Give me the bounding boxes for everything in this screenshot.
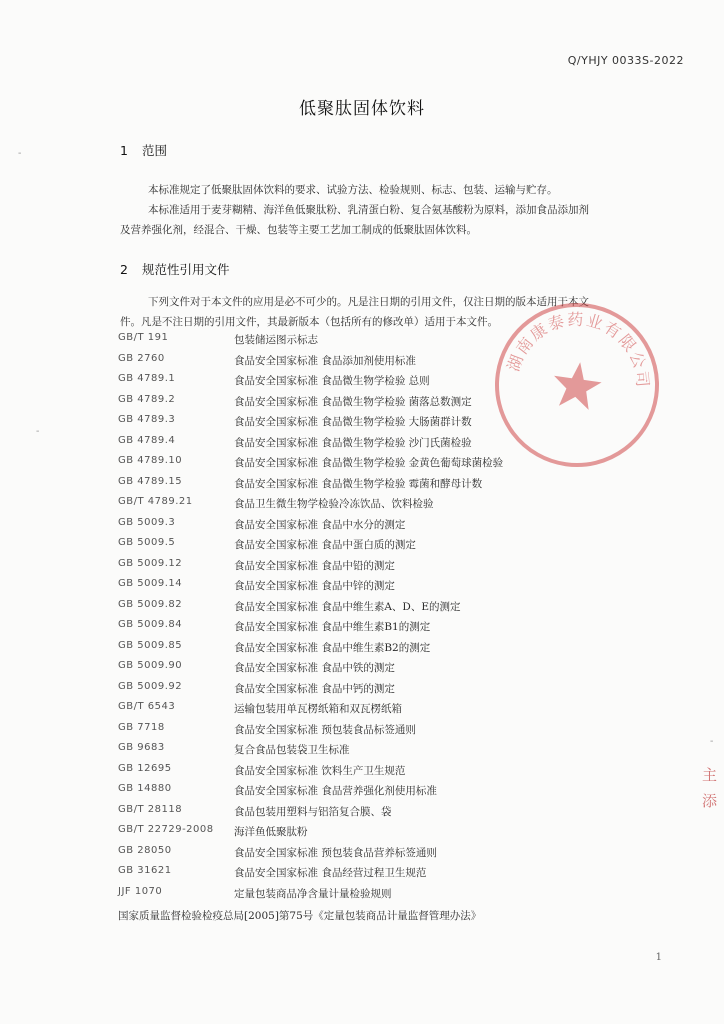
reference-code: GB 5009.90 (118, 660, 183, 671)
section-1-number: 1 (120, 143, 128, 158)
reference-title: 食品安全国家标准 食品中铅的测定 (234, 559, 395, 572)
document-code: Q/YHJY 0033S-2022 (567, 54, 684, 67)
company-seal (481, 289, 673, 481)
reference-row (118, 660, 638, 681)
reference-title: 食品安全国家标准 食品经营过程卫生规范 (234, 867, 427, 879)
reference-row (118, 599, 638, 620)
reference-title: 食品安全国家标准 食品中钙的测定 (234, 682, 395, 695)
reference-code: GB 4789.4 (118, 434, 176, 446)
reference-row (118, 742, 638, 763)
section-2-intro-line-2: 件。凡是不注日期的引用文件，其最新版本（包括所有的修改单）适用于本文件。 (120, 316, 498, 328)
section-1-title: 范围 (142, 143, 168, 158)
reference-row (118, 701, 638, 722)
reference-code: GB 4789.3 (118, 414, 176, 425)
reference-code: GB 5009.84 (118, 619, 183, 630)
scan-mark: - (18, 148, 22, 159)
reference-code: GB 4789.1 (118, 373, 176, 384)
reference-row (118, 517, 638, 538)
regulation-reference: 国家质量监督检验检疫总局[2005]第75号《定量包装商品计量监督管理办法》 (118, 910, 482, 922)
reference-row (118, 763, 638, 784)
reference-code: GB 5009.92 (118, 680, 183, 692)
section-1-paragraph-2-line-1: 本标准适用于麦芽糊精、海洋鱼低聚肽粉、乳清蛋白粉、复合氨基酸粉为原料，添加食品添加剂 (148, 204, 589, 216)
reference-row (118, 476, 638, 497)
section-2-heading (120, 260, 230, 278)
reference-code: GB 7718 (118, 721, 165, 733)
reference-title: 食品安全国家标准 预包装食品营养标签通则 (234, 846, 437, 859)
reference-title: 食品卫生微生物学检验冷冻饮品、饮料检验 (234, 498, 434, 510)
reference-code: GB 5009.82 (118, 598, 183, 610)
reference-code: GB 31621 (118, 865, 172, 876)
reference-title: 食品安全国家标准 食品中铁的测定 (234, 662, 395, 674)
reference-code: GB 12695 (118, 762, 172, 774)
reference-title: 食品安全国家标准 饮料生产卫生规范 (234, 764, 406, 777)
scan-mark: - (36, 426, 40, 437)
reference-row (118, 722, 638, 743)
reference-code: GB 4789.10 (118, 455, 183, 466)
reference-title: 食品安全国家标准 食品营养强化剂使用标准 (234, 785, 437, 797)
reference-code: GB/T 6543 (118, 701, 176, 712)
reference-title: 食品安全国家标准 食品微生物学检验 总则 (234, 375, 430, 387)
reference-row (118, 619, 638, 640)
seal-text: 湖南康泰药业有限公司 (503, 309, 653, 390)
reference-code: GB 5009.12 (118, 557, 183, 569)
reference-code: GB/T 4789.21 (118, 496, 193, 507)
section-1-paragraph-2-line-2: 及营养强化剂，经混合、干燥、包装等主要工艺加工制成的低聚肽固体饮料。 (120, 224, 477, 236)
scan-mark: - (710, 736, 714, 747)
reference-row (118, 865, 638, 886)
reference-title: 食品安全国家标准 食品微生物学检验 金黄色葡萄球菌检验 (234, 457, 504, 469)
reference-title: 食品安全国家标准 食品微生物学检验 霉菌和酵母计数 (234, 477, 483, 490)
reference-code: GB 28050 (118, 844, 172, 856)
reference-row (118, 886, 638, 907)
reference-title: 食品安全国家标准 食品中锌的测定 (234, 580, 395, 592)
reference-title: 食品安全国家标准 食品中水分的测定 (234, 518, 406, 531)
reference-title: 食品包装用塑料与铝箔复合膜、袋 (234, 805, 392, 818)
reference-code: GB 5009.85 (118, 639, 183, 651)
page-title: 低聚肽固体饮料 (299, 99, 425, 119)
reference-title: 食品安全国家标准 食品微生物学检验 菌落总数测定 (234, 395, 472, 408)
reference-title: 食品安全国家标准 食品中维生素A、D、E的测定 (234, 600, 461, 613)
reference-title: 食品安全国家标准 食品中维生素B2的测定 (234, 641, 431, 654)
reference-row (118, 681, 638, 702)
reference-code: GB 5009.5 (118, 537, 176, 548)
reference-code: GB 4789.15 (118, 475, 183, 487)
seal-star (550, 359, 604, 411)
page-number: 1 (655, 952, 662, 963)
reference-title: 运输包装用单瓦楞纸箱和双瓦楞纸箱 (234, 703, 402, 715)
reference-code: GB 2760 (118, 352, 165, 364)
reference-row (118, 496, 638, 517)
reference-code: GB/T 191 (118, 332, 169, 343)
reference-code: GB 4789.2 (118, 393, 176, 405)
reference-code: GB 5009.3 (118, 516, 176, 528)
reference-code: JJF 1070 (118, 885, 163, 897)
reference-row (118, 578, 638, 599)
reference-code: GB 5009.14 (118, 578, 183, 589)
section-2-intro-line-1: 下列文件对于本文件的应用是必不可少的。凡是注日期的引用文件，仅注日期的版本适用于本文 (148, 296, 589, 308)
reference-row (118, 537, 638, 558)
reference-row (118, 558, 638, 579)
reference-title: 食品安全国家标准 食品中维生素B1的测定 (234, 621, 431, 633)
reference-code: GB/T 22729-2008 (118, 824, 214, 835)
reference-title: 海洋鱼低聚肽粉 (234, 826, 308, 838)
reference-row (118, 783, 638, 804)
reference-title: 复合食品包装袋卫生标准 (234, 744, 350, 756)
reference-row (118, 824, 638, 845)
section-2-title: 规范性引用文件 (142, 262, 230, 277)
reference-row (118, 804, 638, 825)
reference-title: 包装储运图示标志 (234, 334, 318, 346)
reference-title: 食品安全国家标准 食品微生物学检验 沙门氏菌检验 (234, 436, 472, 449)
section-2-number: 2 (120, 262, 128, 277)
reference-title: 食品安全国家标准 预包装食品标签通则 (234, 723, 416, 736)
section-1-paragraph-1: 本标准规定了低聚肽固体饮料的要求、试验方法、检验规则、标志、包装、运输与贮存。 (148, 184, 558, 196)
side-stamp: 主 添 (702, 766, 718, 810)
reference-code: GB 9683 (118, 742, 165, 753)
reference-title: 食品安全国家标准 食品添加剂使用标准 (234, 354, 416, 367)
reference-title: 定量包装商品净含量计量检验规则 (234, 887, 392, 900)
reference-row (118, 845, 638, 866)
reference-code: GB/T 28118 (118, 803, 183, 815)
reference-row (118, 640, 638, 661)
section-1-heading (120, 141, 167, 159)
reference-code: GB 14880 (118, 783, 172, 794)
reference-title: 食品安全国家标准 食品微生物学检验 大肠菌群计数 (234, 416, 472, 428)
reference-title: 食品安全国家标准 食品中蛋白质的测定 (234, 539, 416, 551)
